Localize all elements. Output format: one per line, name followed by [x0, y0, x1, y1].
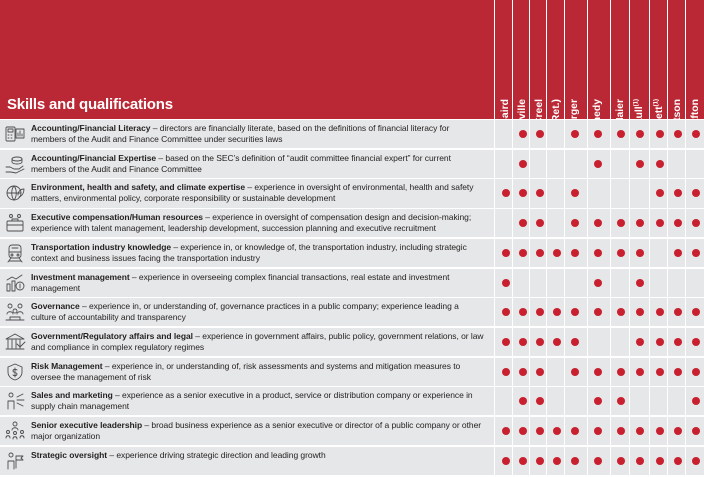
qualification-dot [553, 249, 561, 257]
qualification-dot [656, 368, 664, 376]
qualification-dot [571, 130, 579, 138]
table-row [0, 387, 704, 415]
qualification-dot [536, 219, 544, 227]
government-building-icon [4, 332, 26, 352]
qualification-dot [571, 308, 579, 316]
qualification-dot [617, 249, 625, 257]
leadership-people-icon [4, 421, 26, 441]
director-column-header [566, 0, 583, 116]
qualification-dot [692, 427, 700, 435]
table-row [0, 298, 704, 326]
qualification-dot [674, 189, 682, 197]
qualification-dot [674, 427, 682, 435]
skill-title: Government/Regulatory affairs and legal [31, 330, 193, 341]
skill-detail: – experience as a senior executive in a product, service or distribution company or experience in supply chain management [31, 390, 473, 412]
qualification-dot [656, 308, 664, 316]
skill-detail: – broad business experience as a senior executive or director of a public company or other major organization [31, 420, 482, 441]
skill-title: Strategic oversight [31, 449, 108, 460]
qualification-dot [656, 130, 664, 138]
table-header [0, 0, 704, 119]
page-title: Skills and qualifications [7, 96, 173, 113]
table-row [0, 209, 704, 237]
skill-detail: – experience in oversight of compensation design and decision-making; experience with talent management, leadership development, succession planning and executive recruitment [31, 212, 472, 234]
skill-description [31, 272, 486, 294]
table-row [0, 120, 704, 148]
qualification-dot [594, 130, 602, 138]
skill-title: Transportation industry knowledge [31, 241, 172, 252]
footnote-marker: (1) [653, 99, 660, 107]
skill-detail: – directors are financially literate, based on the definitions of financial literacy for members of the Audit and Finance Committee under securities laws [31, 123, 450, 144]
qualification-dot [594, 397, 602, 405]
qualification-dot [674, 219, 682, 227]
qualification-dot [571, 427, 579, 435]
qualification-dot [571, 368, 579, 376]
qualification-dot [692, 189, 700, 197]
qualification-dot [519, 189, 527, 197]
speaker-person-icon [4, 391, 26, 411]
qualification-dot [553, 457, 561, 465]
skill-description [31, 182, 486, 204]
director-column-header [631, 0, 648, 116]
qualification-dot [674, 130, 682, 138]
qualification-dot [502, 338, 510, 346]
qualification-dot [519, 130, 527, 138]
qualification-dot [519, 160, 527, 168]
strategy-person-icon [4, 451, 26, 471]
qualification-dot [553, 308, 561, 316]
qualification-dot [636, 427, 644, 435]
qualification-dot [636, 130, 644, 138]
shield-dollar-icon [4, 362, 26, 382]
qualification-dot [536, 189, 544, 197]
qualification-dot [674, 249, 682, 257]
column-divider [649, 0, 650, 476]
qualification-dot [674, 338, 682, 346]
qualification-dot [656, 338, 664, 346]
skill-title: Risk Management [31, 360, 103, 371]
investment-chart-icon [4, 273, 26, 293]
qualification-dot [636, 219, 644, 227]
qualification-dot [594, 308, 602, 316]
qualification-dot [692, 249, 700, 257]
qualification-dot [502, 279, 510, 287]
qualification-dot [571, 457, 579, 465]
table-row [0, 269, 704, 297]
qualification-dot [692, 219, 700, 227]
skill-title: Governance [31, 301, 80, 312]
qualification-dot [617, 457, 625, 465]
qualification-dot [692, 397, 700, 405]
qualification-dot [536, 368, 544, 376]
table-row [0, 358, 704, 386]
director-column-header [548, 0, 565, 116]
qualification-dot [594, 457, 602, 465]
qualification-dot [636, 279, 644, 287]
qualification-dot [636, 368, 644, 376]
footnote-marker: (1) [633, 99, 640, 107]
qualification-dot [674, 457, 682, 465]
qualification-dot [636, 308, 644, 316]
qualification-dot [519, 397, 527, 405]
qualification-dot [617, 397, 625, 405]
column-divider [529, 0, 530, 476]
skill-description [31, 331, 486, 353]
skill-title: Executive compensation/Human resources [31, 212, 203, 223]
skill-description [31, 420, 486, 442]
column-divider [512, 0, 513, 476]
qualification-dot [519, 457, 527, 465]
skill-description [31, 212, 486, 234]
qualification-dot [519, 368, 527, 376]
director-column-header [687, 0, 704, 116]
skill-title: Accounting/Financial Expertise [31, 152, 157, 163]
qualification-dot [553, 427, 561, 435]
skill-title: Sales and marketing [31, 390, 113, 401]
skill-description [31, 153, 486, 175]
table-row [0, 417, 704, 445]
table-row [0, 328, 704, 356]
qualification-dot [571, 249, 579, 257]
qualification-dot [617, 130, 625, 138]
column-divider [667, 0, 668, 476]
skill-detail: – experience in, or knowledge of, the transportation industry, including strategic context and business issues facing the transportation industry [31, 241, 467, 263]
qualification-dot [502, 457, 510, 465]
skill-description [31, 450, 486, 461]
qualification-dot [656, 219, 664, 227]
qualification-dot [502, 308, 510, 316]
qualification-dot [571, 189, 579, 197]
column-divider [610, 0, 611, 476]
director-column-header [589, 0, 606, 116]
qualification-dot [692, 130, 700, 138]
qualification-dot [502, 368, 510, 376]
qualification-dot [502, 249, 510, 257]
qualification-dot [594, 249, 602, 257]
skill-detail: – based on the SEC’s definition of “audit committee financial expert” for current members of the Audit and Finance Committee [31, 152, 451, 174]
qualification-dot [692, 308, 700, 316]
qualification-dot [636, 160, 644, 168]
skill-description [31, 390, 486, 412]
qualification-dot [674, 308, 682, 316]
skill-title: Senior executive leadership [31, 420, 143, 430]
qualification-dot [536, 338, 544, 346]
qualification-dot [594, 279, 602, 287]
skill-title: Environment, health and safety, and climate expertise [31, 182, 246, 193]
qualification-dot [571, 338, 579, 346]
globe-leaf-icon [4, 183, 26, 203]
qualification-dot [692, 338, 700, 346]
skill-detail: – experience in government affairs, public policy, government relations, or law and compliance in complex regulatory regimes [31, 330, 484, 352]
qualification-dot [594, 368, 602, 376]
skill-detail: – experience in, or understanding of, governance practices in a public company; experience leading a culture of accountability and transparency [31, 301, 459, 323]
qualification-dot [674, 368, 682, 376]
qualification-dot [617, 427, 625, 435]
skill-title: Accounting/Financial Literacy [31, 123, 151, 133]
skill-detail: – experience in, or understanding of, risk assessments and systems and mitigation measures to oversee the management of risk [31, 360, 461, 382]
column-divider [494, 0, 495, 476]
table-row [0, 447, 704, 475]
qualification-dot [502, 427, 510, 435]
skill-description [31, 361, 486, 383]
qualification-dot [617, 308, 625, 316]
hand-coins-icon [4, 154, 26, 174]
qualification-dot [636, 338, 644, 346]
qualification-dot [519, 338, 527, 346]
qualification-dot [519, 249, 527, 257]
qualification-dot [656, 189, 664, 197]
qualification-dot [536, 457, 544, 465]
qualification-dot [519, 427, 527, 435]
director-column-header [612, 0, 629, 116]
column-divider [685, 0, 686, 476]
skill-description [31, 123, 486, 145]
qualification-dot [617, 368, 625, 376]
director-column-header [651, 0, 668, 116]
skill-description [31, 301, 486, 323]
qualification-dot [692, 457, 700, 465]
qualification-dot [536, 308, 544, 316]
qualification-dot [594, 219, 602, 227]
qualification-dot [656, 457, 664, 465]
calculator-chart-icon [4, 124, 26, 144]
column-divider [564, 0, 565, 476]
qualification-dot [617, 219, 625, 227]
qualification-dot [656, 427, 664, 435]
qualification-dot [536, 427, 544, 435]
qualification-dot [656, 160, 664, 168]
table-row [0, 150, 704, 178]
table-row [0, 239, 704, 267]
train-icon [4, 243, 26, 263]
qualification-dot [502, 189, 510, 197]
qualification-dot [571, 219, 579, 227]
skill-detail: – experience driving strategic direction and leading growth [107, 449, 326, 460]
column-divider [546, 0, 547, 476]
skill-detail: – experience in overseeing complex financial transactions, real estate and investment management [31, 271, 450, 293]
column-divider [629, 0, 630, 476]
qualification-dot [519, 308, 527, 316]
qualification-dot [519, 219, 527, 227]
briefcase-people-icon [4, 213, 26, 233]
qualification-dot [594, 427, 602, 435]
qualification-dot [692, 368, 700, 376]
skill-description [31, 242, 486, 264]
skill-title: Investment management [31, 271, 130, 282]
qualification-dot [636, 457, 644, 465]
qualification-dot [536, 397, 544, 405]
qualification-dot [594, 160, 602, 168]
table-row [0, 179, 704, 207]
qualification-dot [553, 338, 561, 346]
qualification-dot [536, 249, 544, 257]
qualification-dot [536, 130, 544, 138]
qualification-dot [636, 249, 644, 257]
column-divider [587, 0, 588, 476]
governance-people-icon [4, 302, 26, 322]
director-column-header [669, 0, 686, 116]
skill-detail: – experience in oversight of environmental, health and safety matters, environmental policy, corporate responsibility or sustainable development [31, 182, 474, 204]
